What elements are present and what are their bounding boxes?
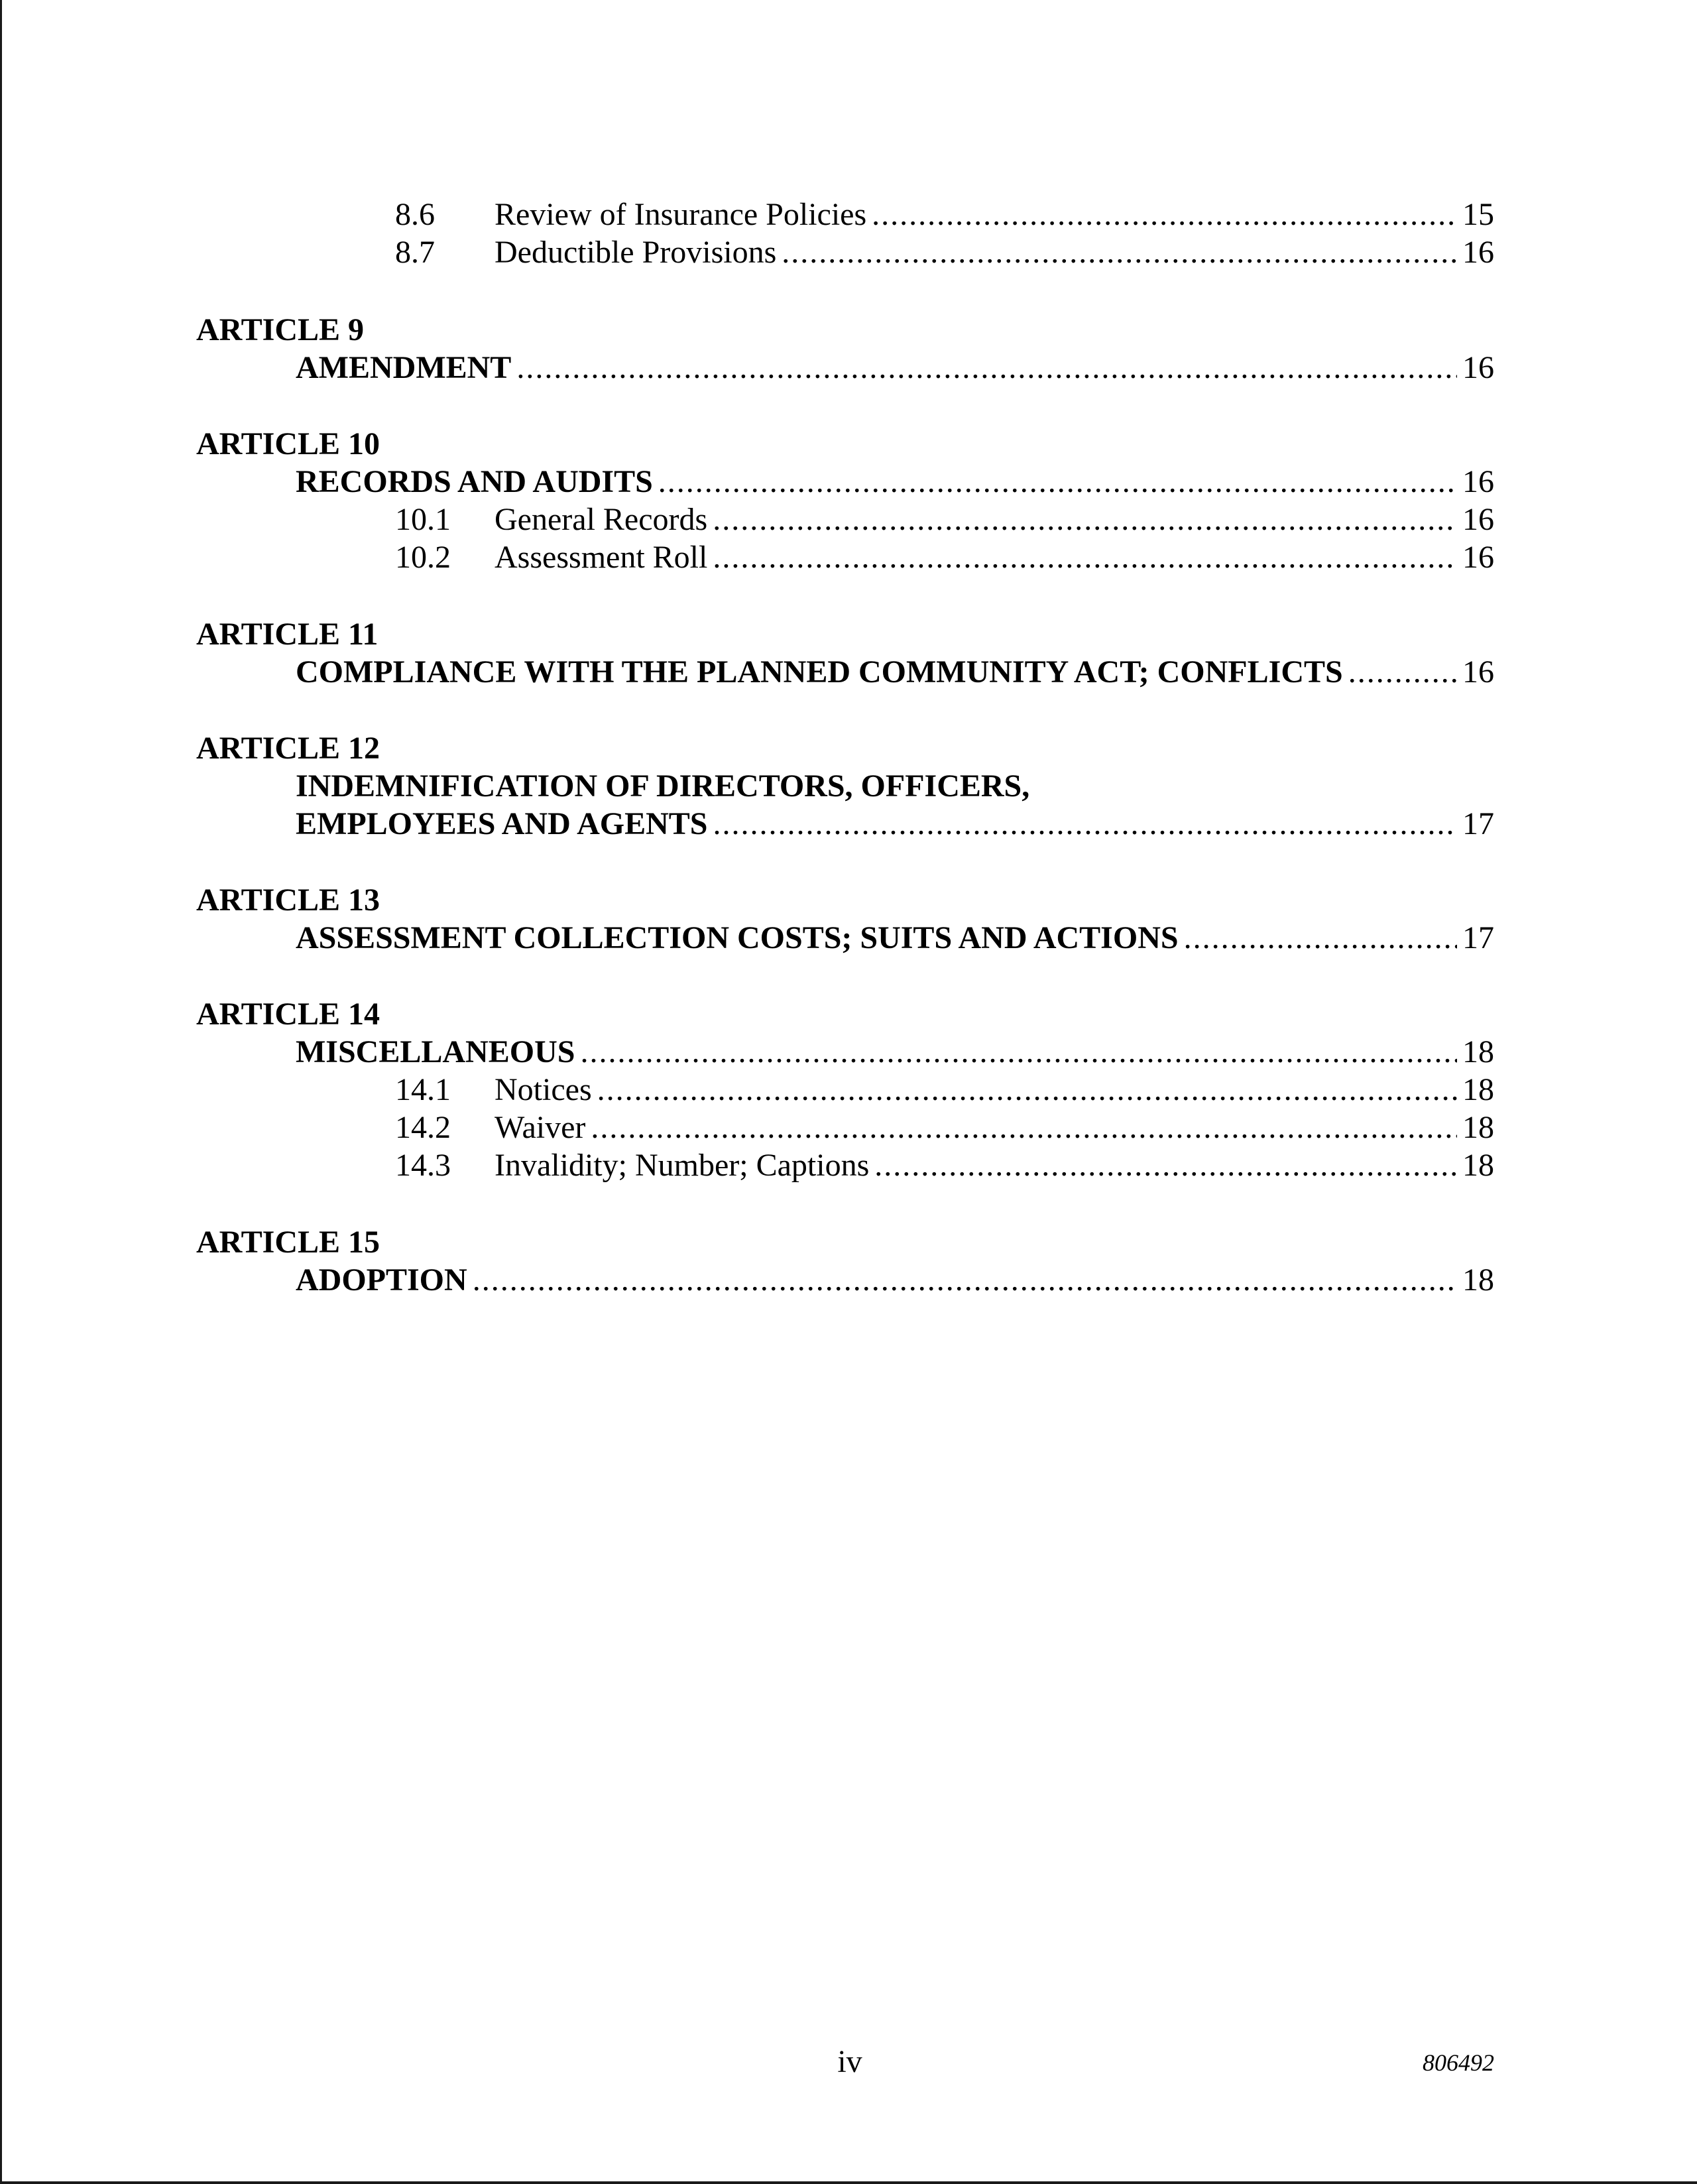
article-heading-10 xyxy=(196,426,380,463)
article-heading-9 xyxy=(196,312,364,349)
page-edge-bottom xyxy=(0,2181,1697,2184)
article-heading-15 xyxy=(196,1224,380,1261)
toc-entry-10-2[interactable] xyxy=(395,539,1494,576)
article-title: ADOPTION xyxy=(296,1262,467,1298)
toc-entry-14-1[interactable] xyxy=(395,1071,1494,1109)
section-number: 8.7 xyxy=(395,235,435,270)
page-number: 18 xyxy=(1462,1110,1494,1145)
toc-entry-article-13[interactable] xyxy=(296,920,1494,957)
article-heading-14 xyxy=(196,996,380,1033)
article-title: MISCELLANEOUS xyxy=(296,1034,575,1069)
article-title: RECORDS AND AUDITS xyxy=(296,464,653,499)
toc-entry-article-14[interactable] xyxy=(296,1034,1494,1071)
page-number: 16 xyxy=(1462,464,1494,499)
article-heading-12 xyxy=(196,730,380,767)
dot-leader xyxy=(713,806,1457,843)
article-heading-text: ARTICLE 13 xyxy=(196,882,380,918)
toc-entry-14-2[interactable] xyxy=(395,1109,1494,1146)
section-title: Deductible Provisions xyxy=(495,235,777,270)
section-title: Notices xyxy=(495,1072,592,1107)
page-number: 17 xyxy=(1462,806,1494,841)
toc-entry-article-15[interactable] xyxy=(296,1262,1494,1299)
article-title: INDEMNIFICATION OF DIRECTORS, OFFICERS, xyxy=(296,768,1030,804)
article-heading-text: ARTICLE 12 xyxy=(196,731,380,766)
section-number: 10.1 xyxy=(395,502,451,537)
page-edge-left xyxy=(0,0,2,2184)
dot-leader xyxy=(591,1109,1457,1146)
article-heading-text: ARTICLE 15 xyxy=(196,1225,380,1260)
dot-leader xyxy=(1184,920,1457,957)
page-number: 18 xyxy=(1462,1262,1494,1298)
dot-leader xyxy=(516,349,1457,387)
page-number: 16 xyxy=(1462,502,1494,537)
dot-leader xyxy=(473,1262,1457,1299)
toc-entry-10-1[interactable] xyxy=(395,501,1494,538)
page-number: 18 xyxy=(1462,1034,1494,1069)
footer-page-number: iv xyxy=(837,2044,862,2079)
section-number: 14.1 xyxy=(395,1072,451,1107)
article-heading-text: ARTICLE 9 xyxy=(196,312,365,347)
page-number: 16 xyxy=(1462,350,1494,385)
article-heading-text: ARTICLE 14 xyxy=(196,997,380,1032)
dot-leader xyxy=(713,501,1457,538)
article-heading-13 xyxy=(196,882,380,919)
toc-entry-article-12[interactable] xyxy=(296,806,1494,843)
page-number: 16 xyxy=(1462,235,1494,270)
section-title: Waiver xyxy=(495,1110,586,1145)
page-number: 16 xyxy=(1462,654,1494,690)
article-title: EMPLOYEES AND AGENTS xyxy=(296,806,708,841)
toc-entry-article-11[interactable] xyxy=(296,654,1494,691)
toc-entry-8-7[interactable] xyxy=(395,234,1494,271)
page-number: 18 xyxy=(1462,1148,1494,1183)
section-title: Invalidity; Number; Captions xyxy=(495,1148,870,1183)
article-heading-11 xyxy=(196,616,378,653)
dot-leader xyxy=(874,1147,1457,1184)
dot-leader xyxy=(1348,654,1457,691)
toc-entry-article-9[interactable] xyxy=(296,349,1494,387)
page-number: 16 xyxy=(1462,540,1494,575)
section-title: General Records xyxy=(495,502,708,537)
section-title: Review of Insurance Policies xyxy=(495,197,867,232)
dot-leader xyxy=(713,539,1457,576)
toc-entry-14-3[interactable] xyxy=(395,1147,1494,1184)
dot-leader xyxy=(597,1071,1457,1109)
section-title: Assessment Roll xyxy=(495,540,708,575)
page-number: 15 xyxy=(1462,197,1494,232)
footer-document-number: 806492 xyxy=(1423,2049,1494,2076)
toc-entry-article-10[interactable] xyxy=(296,463,1494,501)
section-number: 14.2 xyxy=(395,1110,451,1145)
article-title: COMPLIANCE WITH THE PLANNED COMMUNITY ACT; CONFLICTS xyxy=(296,654,1343,690)
section-number: 14.3 xyxy=(395,1148,451,1183)
dot-leader xyxy=(658,463,1457,501)
article-title: ASSESSMENT COLLECTION COSTS; SUITS AND ACTIONS xyxy=(296,920,1179,955)
dot-leader xyxy=(580,1034,1457,1071)
section-number: 8.6 xyxy=(395,197,435,232)
dot-leader xyxy=(782,234,1457,271)
toc-entry-8-6[interactable] xyxy=(395,196,1494,233)
page-number: 17 xyxy=(1462,920,1494,955)
article-title-line-1 xyxy=(296,768,1029,805)
article-heading-text: ARTICLE 10 xyxy=(196,426,380,461)
dot-leader xyxy=(872,196,1457,233)
page-number: 18 xyxy=(1462,1072,1494,1107)
article-heading-text: ARTICLE 11 xyxy=(196,617,379,652)
section-number: 10.2 xyxy=(395,540,451,575)
article-title: AMENDMENT xyxy=(296,350,512,385)
